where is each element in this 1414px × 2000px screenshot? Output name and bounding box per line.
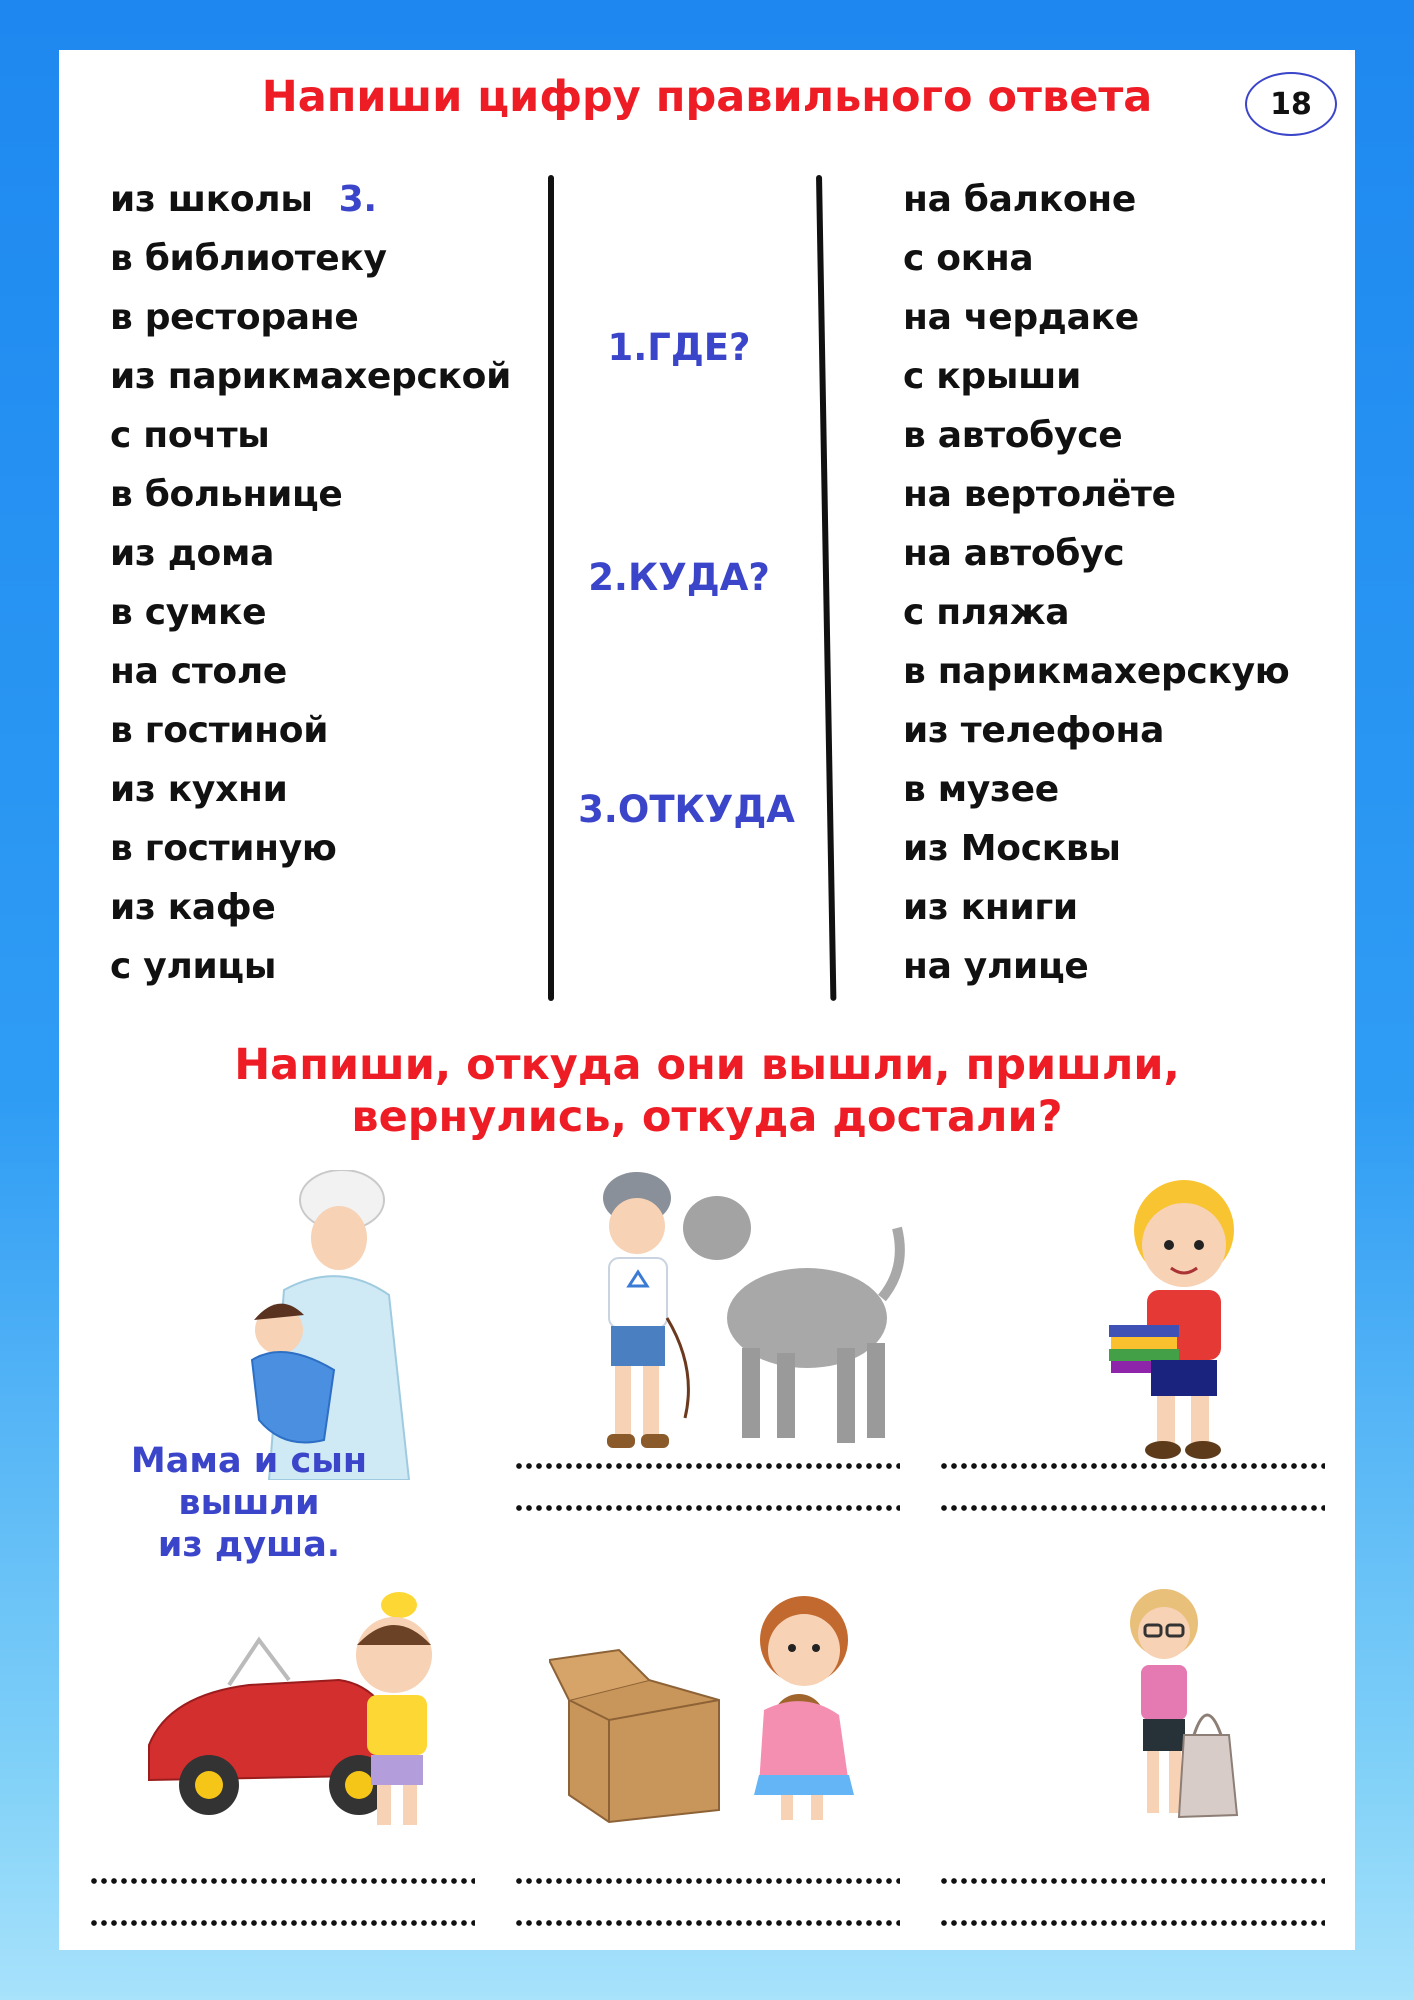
boy-with-toy-car-picture [139, 1585, 489, 1835]
list-item: в ресторане [110, 297, 359, 338]
list-item: с окна [903, 238, 1034, 279]
list-item: из школы 3. [110, 179, 377, 220]
list-item: в музее [903, 769, 1059, 810]
list-item: на чердаке [903, 297, 1139, 338]
girl-with-box-and-teddy-picture [549, 1590, 899, 1830]
list-item: из кафе [110, 887, 276, 928]
list-item: из дома [110, 533, 275, 574]
answer-line [89, 1920, 475, 1926]
list-item: с улицы [110, 946, 277, 987]
task1-title: Напиши цифру правильного ответа [261, 72, 1153, 122]
list-item: на столе [110, 651, 288, 692]
written-answer: 3. [338, 179, 377, 220]
list-item: из парикмахерской [110, 356, 512, 397]
answer-line [514, 1878, 900, 1884]
list-item: из Москвы [903, 828, 1121, 869]
left-divider-line [548, 175, 554, 1001]
answer-line [939, 1505, 1325, 1511]
answer-line [514, 1505, 900, 1511]
list-item: на вертолёте [903, 474, 1176, 515]
answer-line [939, 1920, 1325, 1926]
worksheet-page [59, 50, 1355, 1950]
girl-with-bag-picture [1079, 1585, 1279, 1835]
list-item: с пляжа [903, 592, 1070, 633]
question-where-from: 3.ОТКУДА [578, 788, 795, 831]
answer-line [939, 1463, 1325, 1469]
list-item: с почты [110, 415, 270, 456]
list-item: в гостиной [110, 710, 329, 751]
list-item: из кухни [110, 769, 288, 810]
example-answer [89, 1440, 409, 1566]
list-item: с крыши [903, 356, 1081, 397]
mother-with-baby-picture [224, 1170, 424, 1480]
question-where-to: 2.КУДА? [588, 556, 770, 599]
list-item: из телефона [903, 710, 1165, 751]
list-item: в гостиную [110, 828, 337, 869]
list-item: из книги [903, 887, 1078, 928]
boy-with-books-picture [1079, 1150, 1279, 1470]
right-phrase-column [903, 170, 1289, 996]
right-divider-line [816, 175, 836, 1001]
left-phrase-column [110, 170, 511, 996]
page-number-badge [1245, 72, 1337, 136]
example-answer-line2: из душа. [157, 1525, 341, 1565]
list-item: в сумке [110, 592, 267, 633]
list-item: на улице [903, 946, 1089, 987]
list-item: на автобус [903, 533, 1125, 574]
task2-title-line2: вернулись, откуда достали? [351, 1092, 1063, 1142]
task2-title-line1: Напиши, откуда они вышли, пришли, [234, 1040, 1180, 1090]
example-answer-line1: Мама и сын вышли [130, 1441, 368, 1523]
answer-line [514, 1463, 900, 1469]
list-item: на балконе [903, 179, 1136, 220]
page-number: 18 [1270, 86, 1312, 122]
question-where: 1.ГДЕ? [607, 326, 751, 369]
answer-line [514, 1920, 900, 1926]
answer-line [89, 1878, 475, 1884]
boy-with-dog-picture [567, 1168, 907, 1468]
answer-line [939, 1878, 1325, 1884]
list-item: в автобусе [903, 415, 1123, 456]
list-item: в библиотеку [110, 238, 387, 279]
list-item: в парикмахерскую [903, 651, 1290, 692]
list-item: в больнице [110, 474, 343, 515]
